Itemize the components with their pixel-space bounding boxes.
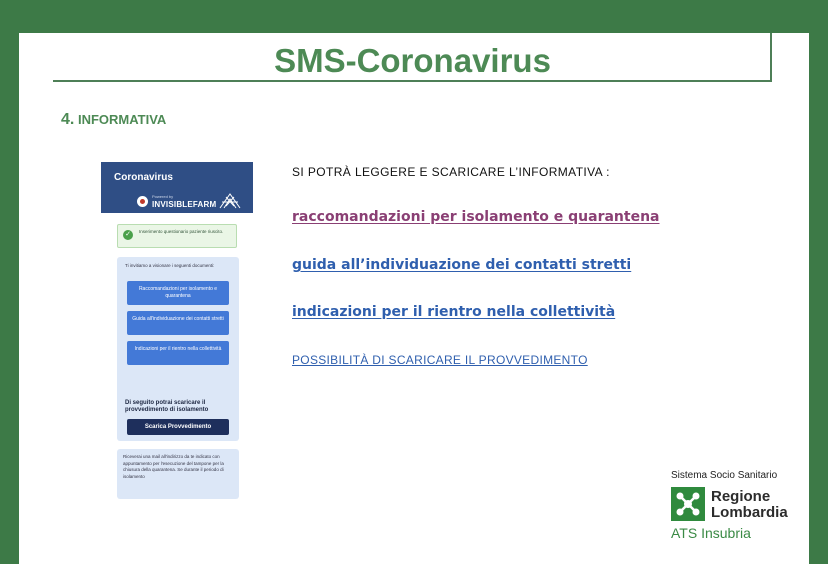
lead-text: SI POTRÀ LEGGERE E SCARICARE L’INFORMATIVA : [292, 165, 610, 179]
slide [19, 33, 809, 564]
phone-screenshot [101, 162, 253, 479]
regione-lombardia-logo-icon [671, 487, 705, 521]
phone-header [101, 162, 253, 213]
logo-line-regione: Regione [711, 488, 771, 505]
logo-system-label: Sistema Socio Sanitario [671, 470, 778, 481]
logo-line-lombardia: Lombardia [711, 504, 788, 521]
section-title: INFORMATIVA [77, 112, 167, 127]
documents-card [117, 257, 239, 441]
link-scarica-provvedimento[interactable]: POSSIBILITÀ DI SCARICARE IL PROVVEDIMENTO [292, 353, 588, 367]
check-icon: ✓ [123, 230, 133, 240]
wheat-logo-icon [218, 190, 242, 210]
logo-ats-label: ATS Insubria [671, 525, 751, 541]
phone-button-guida[interactable]: Guida all'individuazione dei contatti stretti [127, 311, 229, 335]
download-provvedimento-button[interactable]: Scarica Provvedimento [127, 419, 229, 435]
link-raccomandazioni[interactable]: raccomandazioni per isolamento e quarantena [292, 209, 660, 225]
mail-info-card [117, 449, 239, 499]
download-intro: Di seguito potrai scaricare il provvedimento di isolamento [125, 400, 209, 413]
documents-intro: Ti invitiamo a visionare i seguenti documenti: [125, 263, 215, 268]
phone-app-title: Coronavirus [114, 172, 173, 183]
mail-info-text: Riceverai una mail all'indirizzo da te indicato con appuntamento per l'esecuzione del tampone per la chiusura della quarantena. Se durante il periodo di isolamento [123, 454, 224, 479]
section-heading [61, 111, 166, 129]
phone-button-raccomandazioni[interactable]: Raccomandazioni per isolamento e quarantena [127, 281, 229, 305]
link-rientro-collettivita[interactable]: indicazioni per il rientro nella collettività [292, 304, 616, 320]
title-underline [53, 80, 772, 82]
brand-badge-icon [137, 196, 148, 207]
powered-by-label: Powered by [152, 194, 174, 199]
success-notice-text: Inserimento questionario paziente riuscito. [139, 229, 224, 234]
brand-name: INVISIBLEFARM [152, 200, 217, 209]
link-guida-contatti[interactable]: guida all’individuazione dei contatti stretti [292, 257, 632, 273]
section-number: 4. [61, 111, 75, 128]
title-vertical-rule [770, 33, 772, 82]
phone-button-indicazioni[interactable]: Indicazioni per il rientro nella collettività [127, 341, 229, 365]
success-notice [117, 224, 237, 248]
slide-title: SMS-Coronavirus [274, 42, 551, 79]
